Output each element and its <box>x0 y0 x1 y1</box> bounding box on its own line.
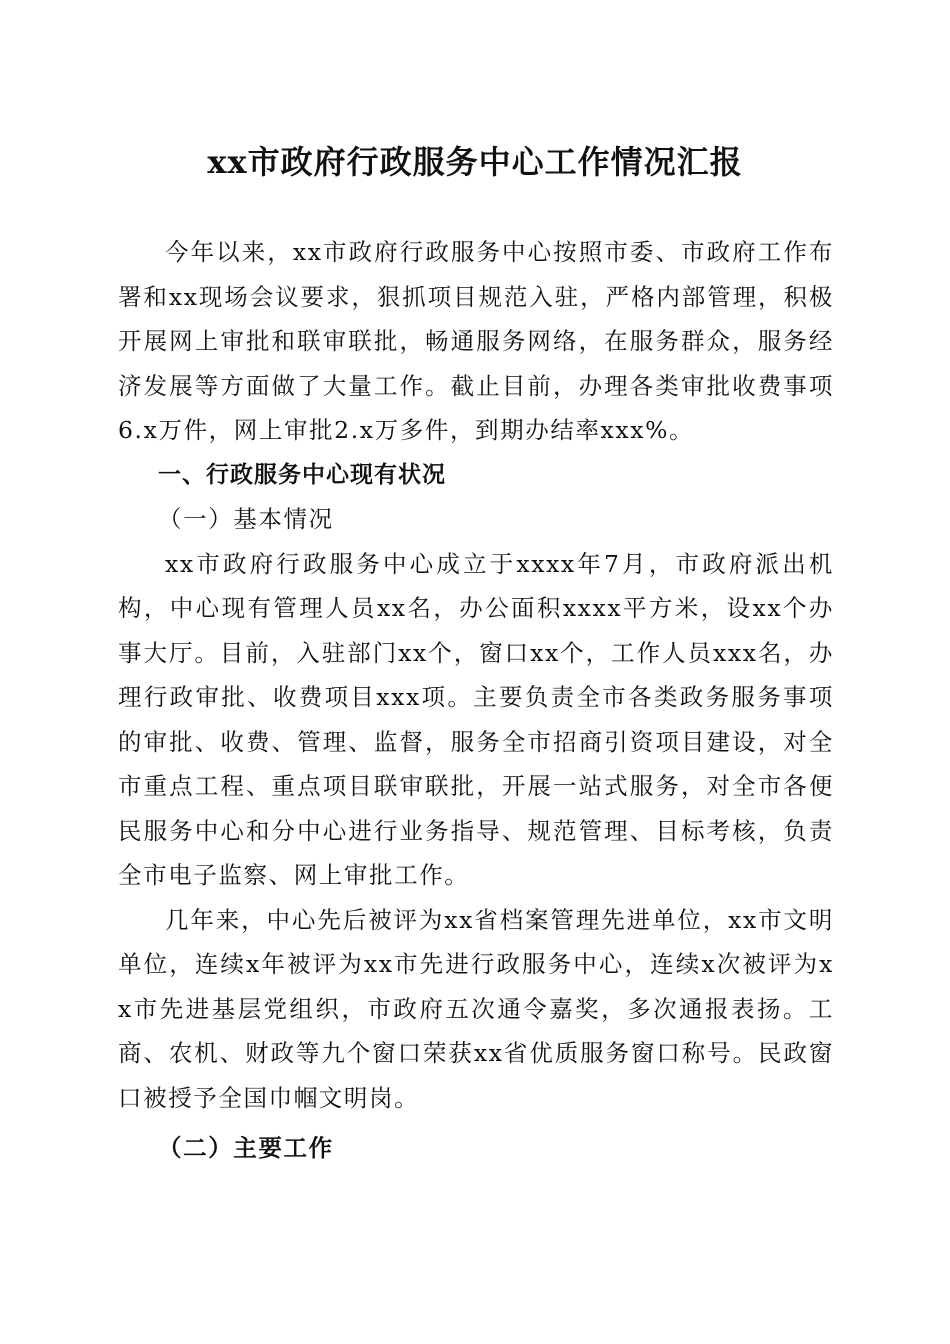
document-body <box>118 230 834 1171</box>
basic-info-paragraph: xx市政府行政服务中心成立于xxxx年7月，市政府派出机构，中心现有管理人员xx名，办公面积xxxx平方米，设xx个办事大厅。目前，入驻部门xx个，窗口xx个，工作人员xxx名，办理行政审批、收费项目xxx项。主要负责全市各类政务服务事项的审批、收费、管理、监督，服务全市招商引资项目建设，对全市重点工程、重点项目联审联批，开展一站式服务，对全市各便民服务中心和分中心进行业务指导、规范管理、目标考核，负责全市电子监察、网上审批工作。 <box>118 549 834 889</box>
document-title: xx市政府行政服务中心工作情况汇报 <box>207 143 743 181</box>
subsection-1-heading: （一）基本情况 <box>158 505 334 533</box>
subsection-2-heading: （二）主要工作 <box>158 1134 334 1162</box>
honors-paragraph: 几年来，中心先后被评为xx省档案管理先进单位，xx市文明单位，连续x年被评为xx市先进行政服务中心，连续x次被评为xx市先进基层党组织，市政府五次通令嘉奖，多次通报表扬。工商、农机、财政等九个窗口荣获xx省优质服务窗口称号。民政窗口被授予全国巾帼文明岗。 <box>118 905 834 1112</box>
section-1-heading: 一、行政服务中心现有状况 <box>158 461 446 488</box>
intro-paragraph: 今年以来，xx市政府行政服务中心按照市委、市政府工作布署和xx现场会议要求，狠抓项目规范入驻，严格内部管理，积极开展网上审批和联审联批，畅通服务网络，在服务群众，服务经济发展等方面做了大量工作。截止目前，办理各类审批收费事项6.x万件，网上审批2.x万多件，到期办结率xxx%。 <box>118 238 834 444</box>
